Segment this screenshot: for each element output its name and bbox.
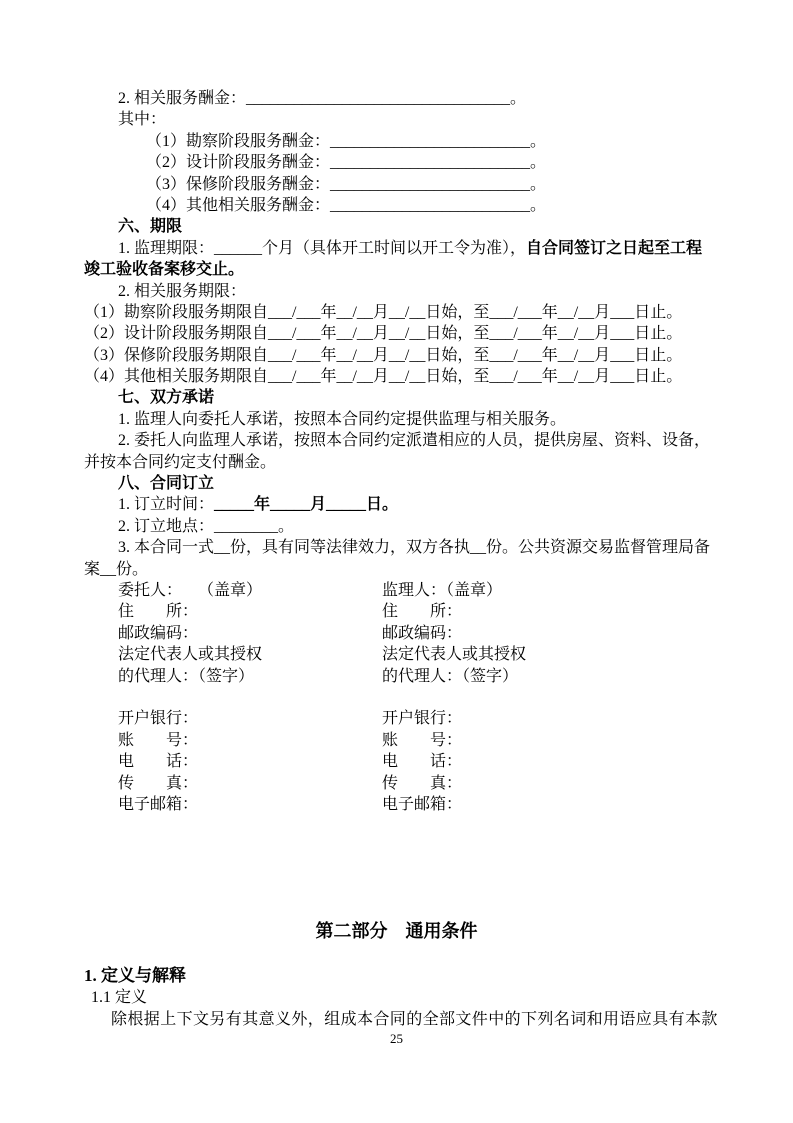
page-number: 25 xyxy=(390,1031,403,1046)
client-email: 电子邮箱： xyxy=(118,795,199,813)
supervisor-legal-rep-line1: 法定代表人或其授权 xyxy=(382,646,527,664)
line-related-service-term: 2. 相关服务期限： xyxy=(118,282,247,300)
supervisor-bank: 开户银行： xyxy=(382,710,463,728)
supervisor-legal-rep-line2: 的代理人：（签字） xyxy=(382,667,519,685)
line-copies-cont: 案__份。 xyxy=(84,560,149,578)
line-survey-stage-fee: （1）勘察阶段服务酬金：_________________________。 xyxy=(146,132,547,150)
conclusion-time-label: 1. 订立时间： xyxy=(118,496,215,514)
client-fax: 传 真： xyxy=(118,774,199,792)
line-conclusion-place: 2. 订立地点：________。 xyxy=(118,517,295,535)
line-among-which: 其中： xyxy=(118,111,167,129)
supervisor-postal-code: 邮政编码： xyxy=(382,624,463,642)
heading-section6-term: 六、期限 xyxy=(118,218,183,236)
client-residence: 住 所： xyxy=(118,603,199,621)
line-conclusion-time xyxy=(84,494,709,515)
client-phone: 电 话： xyxy=(118,753,199,771)
bank-details-block xyxy=(84,708,709,815)
supervisor-party-seal: 监理人：（盖章） xyxy=(382,581,503,599)
line-design-stage-fee: （2）设计阶段服务酬金：_________________________。 xyxy=(146,154,547,172)
line-warranty-stage-fee: （3）保修阶段服务酬金：_________________________。 xyxy=(146,175,547,193)
supervision-term-text: 1. 监理期限：______个月（具体开工时间以开工令为准）， xyxy=(118,239,527,257)
heading-definitions: 1.1 定义 xyxy=(91,989,148,1007)
client-bank: 开户银行： xyxy=(118,710,199,728)
supervisor-email: 电子邮箱： xyxy=(382,795,463,813)
supervisor-signature-column xyxy=(382,580,709,687)
client-account: 账 号： xyxy=(118,731,199,749)
supervision-term-bold: 自合同签订之日起至工程 xyxy=(526,239,703,257)
client-bank-column xyxy=(84,708,382,815)
line-warranty-stage-term: （3）保修阶段服务期限自___/___年__/__月__/__日始，至___/___年__/__月___日止。 xyxy=(84,346,683,364)
line-other-related-term: （4）其他相关服务期限自___/___年__/__月__/__日始，至___/___年__/__月___日止。 xyxy=(84,368,683,386)
line-client-commitment-cont: 并按本合同约定支付酬金。 xyxy=(84,453,277,471)
heading-section8-conclusion: 八、合同订立 xyxy=(118,475,215,493)
supervisor-phone: 电 话： xyxy=(382,753,463,771)
definitions-paragraph: 除根据上下文另有其意义外，组成本合同的全部文件中的下列名词和用语应具有本款 xyxy=(111,1010,718,1028)
supervisor-residence: 住 所： xyxy=(382,603,463,621)
line-supervision-term-cont: 竣工验收备案移交止。 xyxy=(84,261,245,279)
signature-block xyxy=(84,580,709,687)
supervisor-account: 账 号： xyxy=(382,731,463,749)
line-related-service-fee: 2. 相关服务酬金：_________________________________。 xyxy=(118,90,527,107)
conclusion-time-blank: _____年_____月_____日。 xyxy=(214,496,399,514)
client-signature-column xyxy=(84,580,382,687)
spacer-line xyxy=(84,687,709,708)
client-legal-rep-line1: 法定代表人或其授权 xyxy=(118,646,263,664)
part2-title: 第二部分 通用条件 xyxy=(315,921,478,942)
heading-section7-commitments: 七、双方承诺 xyxy=(118,389,215,407)
heading-definitions-interpretation: 1. 定义与解释 xyxy=(84,966,186,986)
supervisor-bank-column xyxy=(382,708,709,815)
line-other-related-fee: （4）其他相关服务酬金：_________________________。 xyxy=(146,196,547,214)
page-content xyxy=(84,88,718,1030)
line-supervisor-commitment: 1. 监理人向委托人承诺，按照本合同约定提供监理与相关服务。 xyxy=(118,410,567,428)
client-postal-code: 邮政编码： xyxy=(118,624,199,642)
line-client-commitment: 2. 委托人向监理人承诺，按照本合同约定派遣相应的人员，提供房屋、资料、设备， xyxy=(118,432,711,450)
line-copies: 3. 本合同一式__份，具有同等法律效力，双方各执__份。公共资源交易监督管理局备 xyxy=(118,539,711,557)
line-design-stage-term: （2）设计阶段服务期限自___/___年__/__月__/__日始，至___/___年__/__月___日止。 xyxy=(84,325,683,343)
line-survey-stage-term: （1）勘察阶段服务期限自___/___年__/__月__/__日始，至___/___年__/__月___日止。 xyxy=(84,303,683,321)
client-party-seal: 委托人： （盖章） xyxy=(118,581,263,599)
line-supervision-term xyxy=(84,238,709,259)
supervisor-fax: 传 真： xyxy=(382,774,463,792)
client-legal-rep-line2: 的代理人：（签字） xyxy=(118,667,255,685)
